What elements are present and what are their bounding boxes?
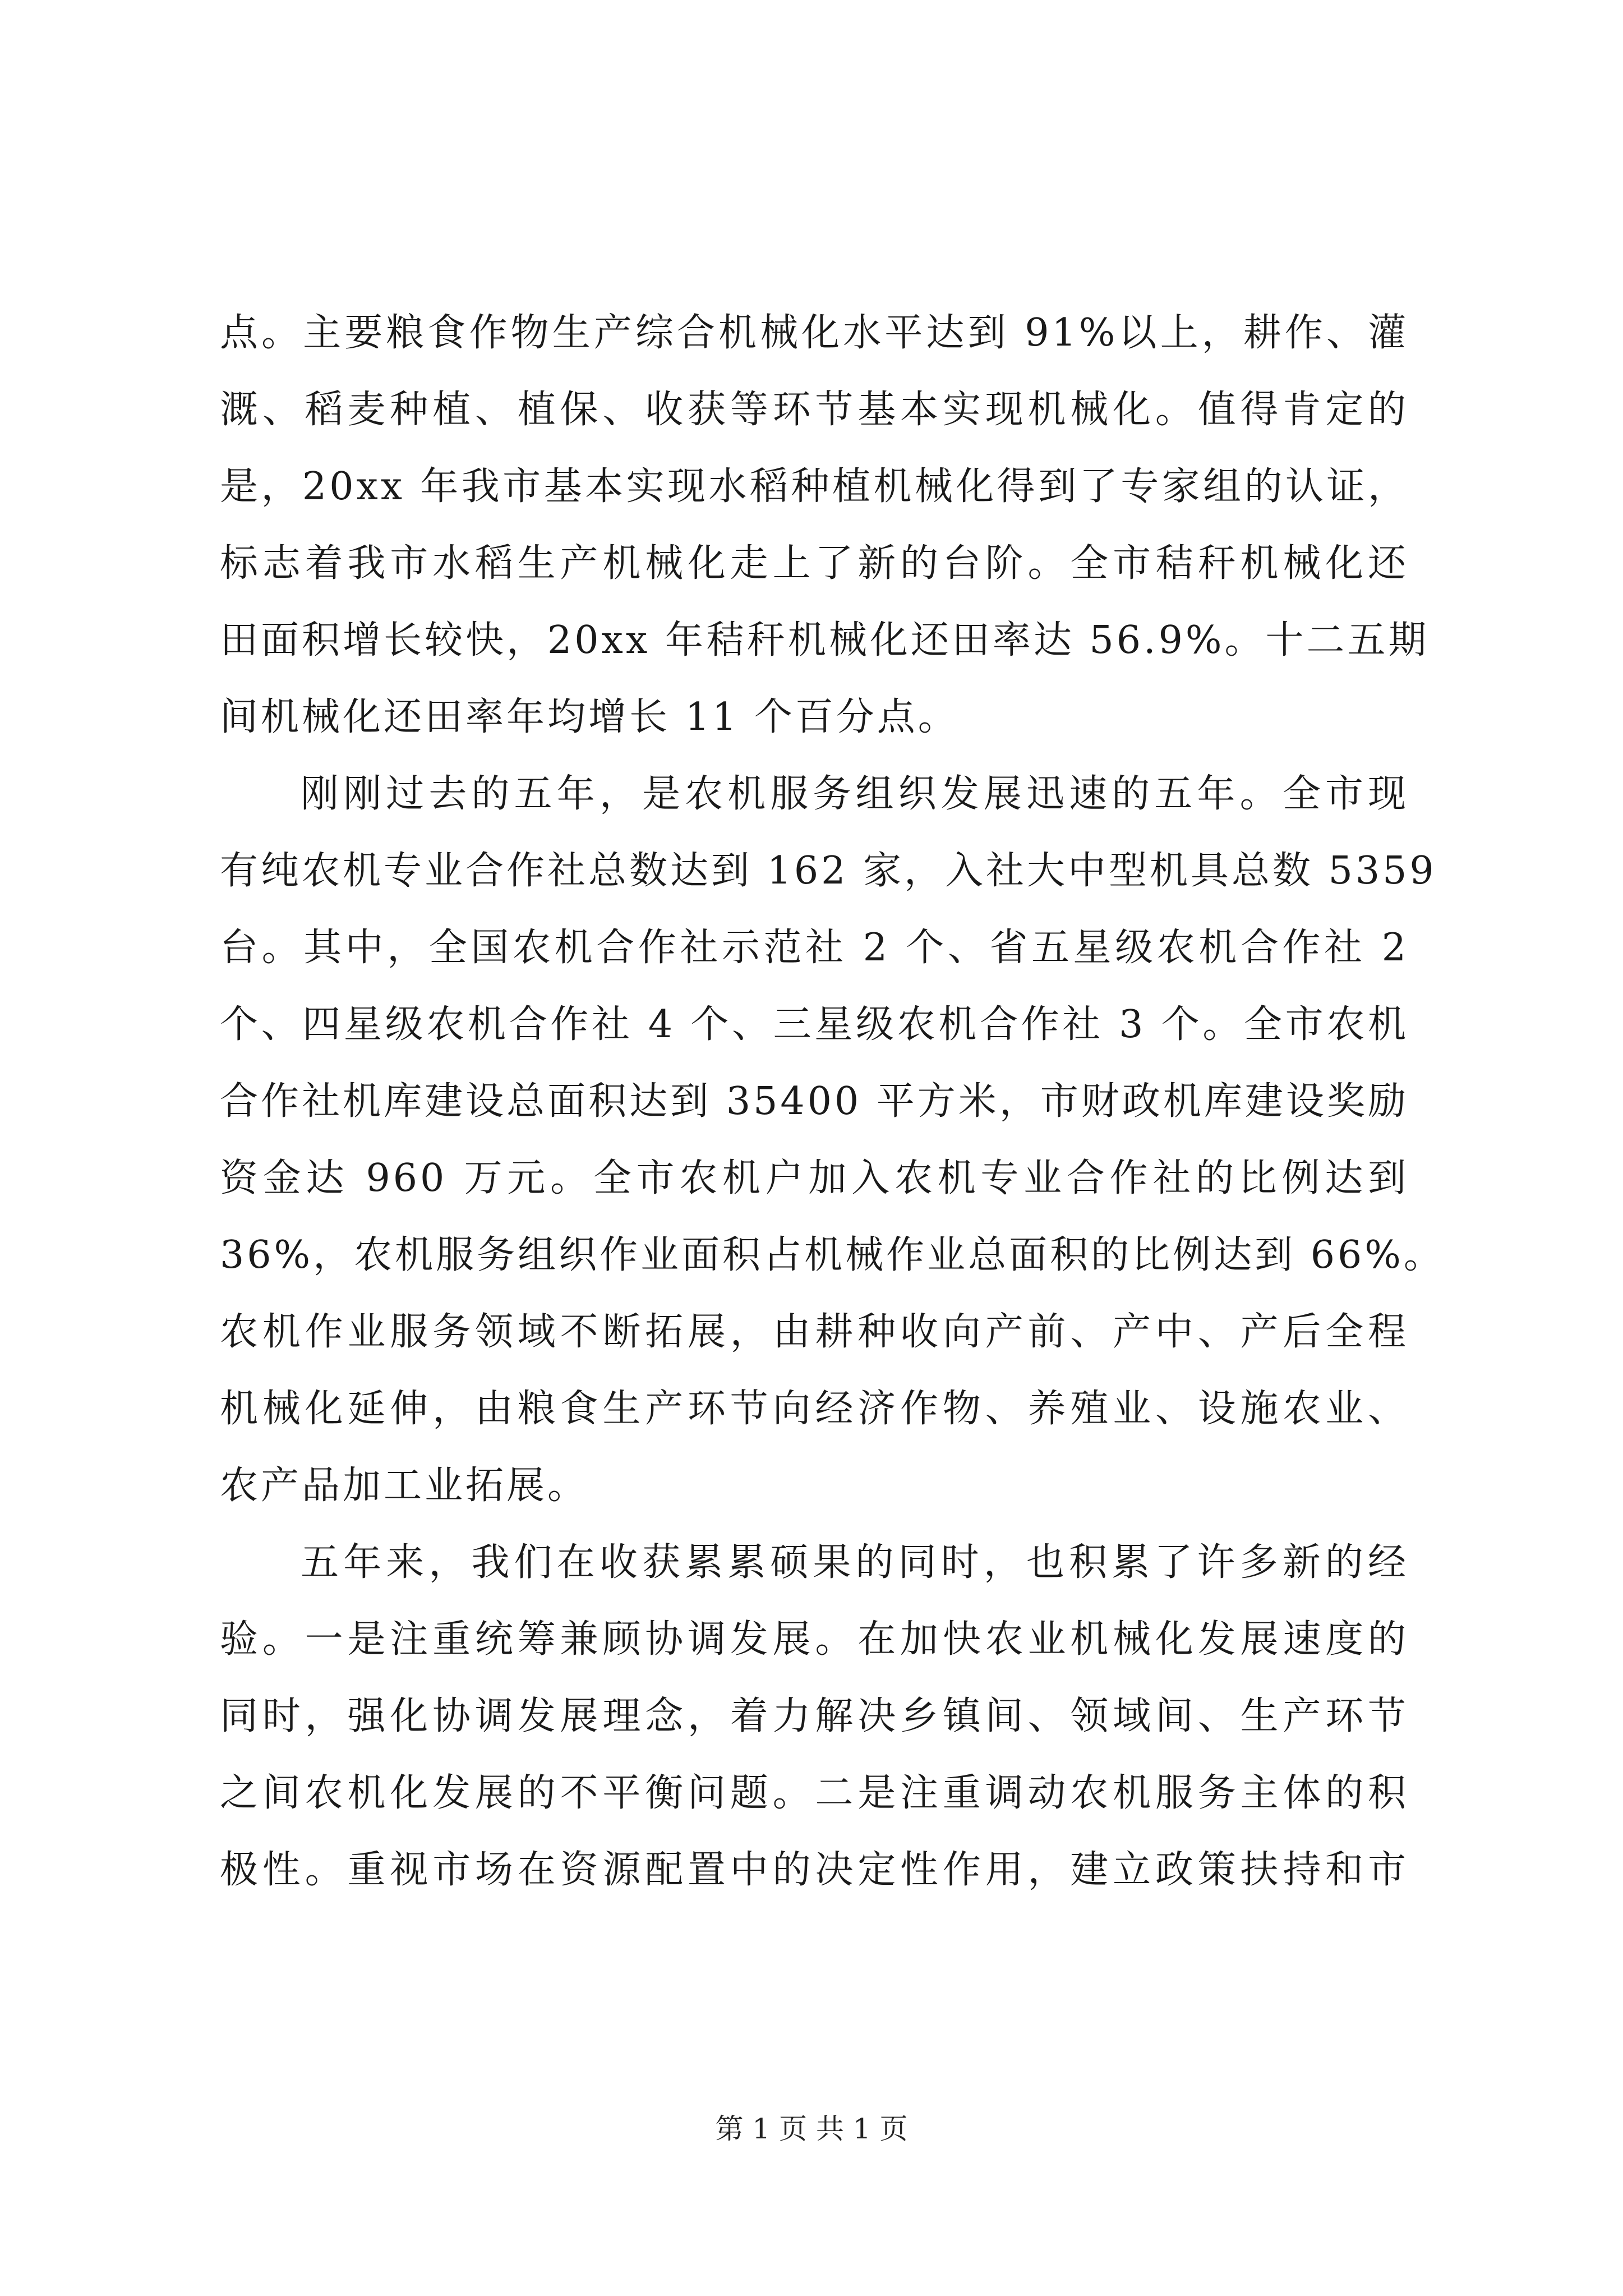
text-line: 个、四星级农机合作社 4 个、三星级农机合作社 3 个。全市农机: [220, 1002, 1409, 1047]
text-line: 农机作业服务领域不断拓展，由耕种收向产前、产中、产后全程: [220, 1310, 1409, 1354]
page-number-footer: 第 1 页 共 1 页: [715, 2113, 908, 2145]
text-line: 之间农机化发展的不平衡问题。二是注重调动农机服务主体的积: [220, 1771, 1409, 1815]
text-line: 同时，强化协调发展理念，着力解决乡镇间、领域间、生产环节: [220, 1694, 1409, 1738]
text-line: 点。主要粮食作物生产综合机械化水平达到 91%以上，耕作、灌: [220, 311, 1409, 355]
text-line: 合作社机库建设总面积达到 35400 平方米，市财政机库建设奖励: [220, 1079, 1409, 1124]
text-line: 验。一是注重统筹兼顾协调发展。在加快农业机械化发展速度的: [220, 1617, 1409, 1662]
paragraph-first-line: 刚刚过去的五年，是农机服务组织发展迅速的五年。全市现: [301, 772, 1409, 816]
text-line: 机械化延伸，由粮食生产环节向经济作物、养殖业、设施农业、: [220, 1387, 1409, 1431]
text-line: 农产品加工业拓展。: [220, 1464, 589, 1508]
paragraph-first-line: 五年来，我们在收获累累硕果的同时，也积累了许多新的经: [301, 1540, 1409, 1585]
document-body: [220, 295, 1445, 1908]
text-line: 田面积增长较快，20xx 年秸秆机械化还田率达 56.9%。十二五期: [220, 618, 1430, 662]
text-line: 有纯农机专业合作社总数达到 162 家，入社大中型机具总数 5359: [220, 849, 1437, 893]
text-line: 标志着我市水稻生产机械化走上了新的台阶。全市秸秆机械化还: [220, 541, 1409, 586]
text-line: 台。其中，全国农机合作社示范社 2 个、省五星级农机合作社 2: [220, 926, 1409, 970]
text-line: 是，20xx 年我市基本实现水稻种植机械化得到了专家组的认证，: [220, 464, 1409, 509]
text-line: 间机械化还田率年均增长 11 个百分点。: [220, 695, 959, 739]
text-line: 36%，农机服务组织作业面积占机械作业总面积的比例达到 66%。: [220, 1233, 1445, 1277]
text-line: 极性。重视市场在资源配置中的决定性作用，建立政策扶持和市: [220, 1848, 1409, 1892]
text-line: 溉、稻麦种植、植保、收获等环节基本实现机械化。值得肯定的: [220, 388, 1409, 432]
text-line: 资金达 960 万元。全市农机户加入农机专业合作社的比例达到: [220, 1156, 1409, 1200]
